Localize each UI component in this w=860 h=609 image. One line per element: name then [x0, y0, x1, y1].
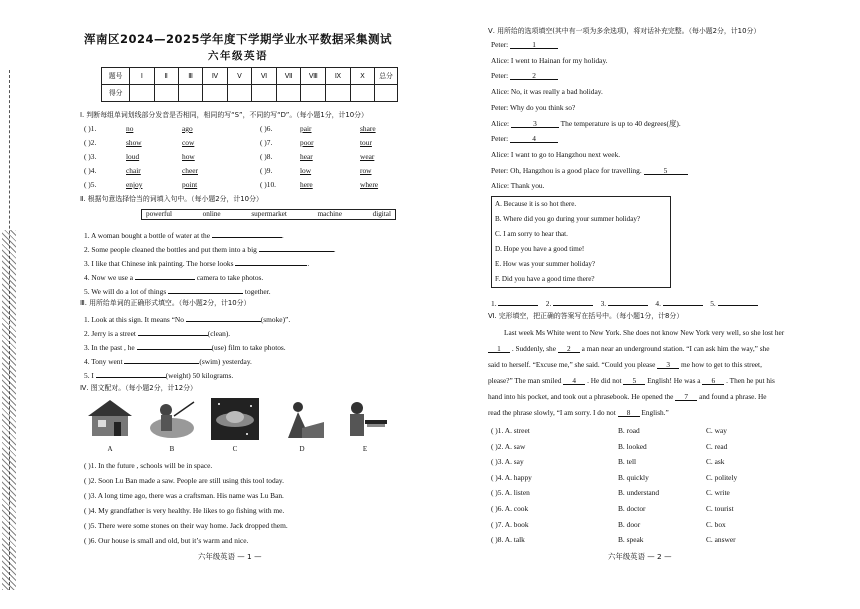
answer-blank[interactable] — [96, 370, 166, 378]
speaker-label: Peter: — [491, 165, 509, 175]
picture-row — [86, 398, 386, 456]
s5-dialogue-line — [491, 104, 575, 113]
s6-choice: C. write — [706, 488, 730, 498]
score-cell[interactable] — [350, 85, 374, 102]
s5-dialogue-line — [491, 72, 558, 81]
s6-choice: B. tell — [618, 457, 637, 467]
s1-word: cow — [182, 138, 195, 147]
picture-b-grandfather — [148, 398, 196, 440]
s3-question: 1. Look at this sign. It means “No (smoke)”. — [84, 315, 291, 324]
s1-number: ( )1. — [84, 124, 97, 133]
s4-item: ( )4. My grandfather is very healthy. He likes to go fishing with me. — [84, 506, 285, 515]
word-bank — [141, 209, 396, 220]
s6-choice: B. door — [618, 519, 641, 529]
passage-text: . Suddenly, she — [511, 344, 556, 353]
page-right — [488, 0, 833, 609]
s4-item: ( )6. Our house is small and old, but it’s warm and nice. — [84, 536, 249, 545]
passage-text: me how to get to this street, — [681, 360, 762, 369]
s4-item: ( )5. There were some stones on their way home. Jack dropped them. — [84, 521, 288, 530]
s1-number: ( )10. — [260, 180, 277, 189]
option-item: A. Because it is so hot there. — [495, 200, 577, 208]
passage-text: English! He was a — [647, 376, 701, 385]
answer-blank[interactable] — [137, 342, 212, 350]
s1-word: share — [360, 124, 376, 133]
word-bank-item: online — [202, 210, 221, 219]
score-header-cell: 题号 — [102, 68, 130, 85]
word-bank-item: supermarket — [251, 210, 287, 219]
section-3-heading: Ⅲ. 用所给单词的正确形式填空。（每小题2分，计10分） — [80, 299, 251, 307]
s4-item: ( )1. In the future , schools will be in space. — [84, 461, 213, 470]
picture-c-space-school — [211, 398, 259, 440]
s1-word: cheer — [182, 166, 198, 175]
page-footer-left: 六年级英语 — 1 — — [198, 552, 262, 561]
section-5-heading: Ⅴ. 用所给的选项填空(其中有一项为多余选项)，将对话补充完整。（每小题2分，计10分） — [488, 27, 761, 35]
passage-text: a man near an underground station. “I can ask him the way,” she — [581, 344, 770, 353]
score-cell[interactable] — [130, 85, 154, 102]
s1-number: ( )3. — [84, 152, 97, 161]
dialogue-text: Thank you. — [510, 181, 545, 191]
answer-blank[interactable]: 2 — [510, 72, 558, 80]
s6-choice: ( )1. A. street — [491, 426, 530, 435]
s1-word: enjoy — [126, 180, 143, 189]
section-6-heading: Ⅵ. 完形填空，把正确的答案写在括号中。（每小题1分，计8分） — [488, 312, 684, 320]
binding-margin — [0, 0, 22, 609]
passage-text: said to herself. “Excuse me,” she said. “Could you please — [488, 360, 656, 369]
speaker-label: Peter: — [491, 102, 509, 112]
s1-word: here — [300, 180, 313, 189]
dialogue-text: I went to Hainan for my holiday. — [510, 55, 608, 65]
s5-dialogue-line — [491, 182, 544, 191]
score-cell[interactable] — [178, 85, 202, 102]
s1-word: point — [182, 180, 198, 189]
score-header-cell: Ⅴ — [227, 68, 251, 85]
passage-line — [488, 377, 833, 386]
s5-dialogue-line — [491, 135, 558, 144]
speaker-label: Alice: — [491, 181, 510, 191]
dialogue-text: No, it was really a bad holiday. — [510, 87, 603, 97]
answer-blank[interactable]: 1 — [510, 41, 558, 49]
s3-question: 4. Tony went (swim) yesterday. — [84, 357, 252, 366]
s6-choice: B. speak — [618, 535, 644, 545]
score-table — [101, 67, 398, 102]
s1-word: where — [360, 180, 379, 189]
picture-label: A — [107, 445, 113, 453]
s6-choice: ( )7. A. book — [491, 519, 529, 529]
page-left — [78, 0, 398, 609]
answer-blank[interactable]: 5 — [644, 167, 688, 175]
score-header-cell: Ⅵ — [252, 68, 277, 85]
option-item: C. I am sorry to hear that. — [495, 230, 568, 238]
s2-question: 2. Some people cleaned the bottles and put them into a big . — [84, 245, 336, 254]
picture-label: B — [169, 445, 175, 453]
s5-dialogue-line — [491, 120, 681, 129]
speaker-label: Alice: — [491, 149, 510, 159]
score-header-cell: 总分 — [375, 68, 398, 85]
s3-question: 3. In the past , he (use) film to take photos. — [84, 343, 286, 352]
word-bank-item: machine — [317, 210, 342, 219]
answer-blank[interactable] — [608, 298, 648, 306]
speaker-label: Alice: — [491, 118, 510, 128]
s6-choice: C. answer — [706, 535, 736, 545]
cloze-blank[interactable]: 8 — [618, 409, 640, 417]
picture-label: D — [299, 445, 305, 453]
score-header-cell: Ⅸ — [326, 68, 351, 85]
section-4-heading: Ⅳ. 图文配对。（每小题2分，计12分） — [80, 384, 197, 392]
speaker-label: Peter: — [491, 40, 509, 49]
picture-e-lu-ban-saw — [341, 398, 389, 440]
speaker-label: Alice: — [491, 87, 510, 97]
passage-text: English.” — [641, 408, 669, 417]
answer-blank[interactable]: 4 — [510, 135, 558, 143]
s1-word: chair — [126, 166, 141, 175]
dialogue-text: I want to go to Hangzhou next week. — [510, 149, 621, 159]
s1-word: low — [300, 166, 312, 175]
score-table-header-row — [102, 68, 398, 85]
s6-choice: ( )3. A. say — [491, 457, 524, 467]
passage-line — [488, 361, 833, 370]
s1-word: hear — [300, 152, 313, 161]
answer-blank[interactable] — [135, 272, 195, 280]
s1-word: row — [360, 166, 372, 175]
s1-number: ( )8. — [260, 152, 273, 161]
s6-choice: B. quickly — [618, 472, 649, 482]
score-cell[interactable] — [326, 85, 351, 102]
s5-answer-row: 1. 2. 3. 4. 5. — [491, 298, 758, 309]
s6-choice: C. ask — [706, 457, 725, 467]
s3-question: 5. I (weight) 50 kilograms. — [84, 371, 234, 380]
option-item: D. Hope you have a good time! — [495, 245, 585, 253]
score-cell[interactable] — [154, 85, 178, 102]
s2-question: 4. Now we use a camera to take photos. — [84, 273, 264, 282]
cloze-blank[interactable]: 7 — [675, 393, 697, 401]
s1-word: wear — [360, 152, 375, 161]
answer-blank[interactable] — [186, 314, 261, 322]
score-header-cell: Ⅹ — [350, 68, 374, 85]
picture-a-house — [86, 398, 134, 440]
answer-blank[interactable] — [553, 298, 593, 306]
s6-choice: B. understand — [618, 488, 660, 498]
s1-word: no — [126, 124, 134, 133]
passage-text: Last week Ms White went to New York. She does not know New York very well, so she lost her — [504, 328, 785, 337]
section-1-heading: Ⅰ. 判断每组单词划线部分发音是否相同，相同的写“S”，不同的写“D”。（每小题1分，计10分） — [80, 111, 368, 119]
passage-text: and found a phrase. He — [699, 392, 767, 401]
cloze-blank[interactable]: 1 — [488, 345, 510, 353]
score-table-score-row — [102, 85, 398, 102]
passage-text: . He did not — [587, 376, 622, 385]
answer-blank[interactable] — [498, 298, 538, 306]
passage-line — [488, 409, 833, 418]
dialogue-text: The temperature is up to 40 degrees(度). — [560, 118, 681, 128]
answer-blank[interactable] — [663, 298, 703, 306]
s1-word: poor — [300, 138, 314, 147]
passage-line — [504, 329, 849, 338]
s2-question: 3. I like that Chinese ink painting. The horse looks . — [84, 259, 310, 268]
s6-choice: C. way — [706, 426, 727, 435]
binding-pattern — [2, 230, 16, 590]
picture-d-craftsman — [278, 398, 326, 440]
answer-blank[interactable] — [718, 298, 758, 306]
s1-number: ( )6. — [260, 124, 273, 133]
option-item: B. Where did you go during your summer holiday? — [495, 215, 641, 223]
s5-dialogue-line — [491, 41, 558, 50]
s1-word: show — [126, 138, 142, 147]
s1-word: tour — [360, 138, 372, 147]
score-cell[interactable] — [227, 85, 251, 102]
word-bank-item: digital — [372, 210, 391, 219]
picture-label: C — [232, 445, 238, 453]
exam-subtitle: 六年级英语 — [208, 50, 268, 62]
passage-text: please?” The man smiled — [488, 376, 562, 385]
s5-dialogue-line — [491, 167, 688, 176]
score-header-cell: Ⅶ — [276, 68, 301, 85]
speaker-label: Alice: — [491, 55, 510, 65]
s6-choice: C. tourist — [706, 504, 734, 513]
answer-blank[interactable] — [235, 258, 307, 266]
passage-text: read the phrase slowly, “I am sorry. I do not — [488, 408, 616, 417]
score-cell[interactable] — [203, 85, 228, 102]
s6-choice: B. doctor — [618, 504, 646, 513]
s4-item: ( )3. A long time ago, there was a craftsman. His name was Lu Ban. — [84, 491, 284, 500]
score-header-cell: Ⅰ — [130, 68, 154, 85]
option-item: E. How was your summer holiday? — [495, 260, 596, 268]
score-cell[interactable] — [375, 85, 398, 102]
s6-choice: B. looked — [618, 441, 647, 451]
passage-line — [488, 345, 833, 354]
page-footer-right: 六年级英语 — 2 — — [608, 552, 672, 561]
s2-question: 1. A woman bought a bottle of water at the . — [84, 231, 284, 240]
score-cell[interactable] — [301, 85, 326, 102]
cloze-blank[interactable]: 3 — [657, 361, 679, 369]
passage-text: . Then he put his — [726, 376, 775, 385]
s1-number: ( )2. — [84, 138, 97, 147]
s5-dialogue-line — [491, 57, 608, 66]
dialogue-text: Why do you think so? — [509, 102, 576, 112]
score-cell[interactable] — [252, 85, 277, 102]
s6-choice: C. box — [706, 519, 726, 529]
answer-blank[interactable] — [124, 356, 199, 364]
options-box — [491, 196, 671, 288]
score-header-cell: Ⅱ — [154, 68, 178, 85]
s6-choice: C. read — [706, 441, 728, 451]
passage-line — [488, 393, 833, 402]
s6-choice: ( )6. A. cook — [491, 504, 529, 513]
dialogue-text: Oh, Hangzhou is a good place for travelling. — [510, 165, 642, 175]
s1-word: pair — [300, 124, 312, 133]
option-item: F. Did you have a good time there? — [495, 275, 595, 283]
cloze-blank[interactable]: 6 — [702, 377, 724, 385]
s1-number: ( )5. — [84, 180, 97, 189]
score-row-label: 得分 — [102, 85, 130, 102]
s1-number: ( )7. — [260, 138, 273, 147]
score-cell[interactable] — [276, 85, 301, 102]
s2-question: 5. We will do a lot of things together. — [84, 287, 271, 296]
s6-choice: B. road — [618, 426, 640, 435]
answer-blank[interactable]: 3 — [511, 120, 559, 128]
answer-blank[interactable] — [212, 230, 282, 238]
exam-title: 浑南区2024—2025学年度下学期学业水平数据采集测试 — [83, 32, 392, 46]
s5-dialogue-line — [491, 88, 603, 97]
word-bank-item: powerful — [146, 210, 172, 219]
answer-blank[interactable] — [138, 328, 208, 336]
speaker-label: Peter: — [491, 71, 509, 81]
speaker-label: Peter: — [491, 134, 509, 144]
s6-choice: ( )2. A. saw — [491, 441, 526, 451]
section-2-heading: Ⅱ. 根据句意选择恰当的词填入句中。（每小题2分，计10分） — [80, 195, 263, 203]
score-header-cell: Ⅷ — [301, 68, 326, 85]
score-header-cell: Ⅳ — [203, 68, 228, 85]
s1-word: how — [182, 152, 195, 161]
answer-blank[interactable] — [168, 286, 243, 294]
answer-blank[interactable] — [259, 244, 334, 252]
s1-number: ( )4. — [84, 166, 97, 175]
s3-question: 2. Jerry is a street (clean). — [84, 329, 231, 338]
s1-word: ago — [182, 124, 193, 133]
s6-choice: ( )8. A. talk — [491, 535, 525, 545]
s4-item: ( )2. Soon Lu Ban made a saw. People are still using this tool today. — [84, 476, 284, 485]
s5-dialogue-line — [491, 151, 620, 160]
s6-choice: ( )4. A. happy — [491, 472, 532, 482]
s1-number: ( )9. — [260, 166, 273, 175]
s1-word: loud — [126, 152, 140, 161]
s6-choice: ( )5. A. listen — [491, 488, 530, 498]
passage-text: hand into his pocket, and took out a phrasebook. He opened the — [488, 392, 674, 401]
cloze-blank[interactable]: 2 — [558, 345, 580, 353]
score-header-cell: Ⅲ — [178, 68, 202, 85]
s6-choice: C. politely — [706, 472, 738, 482]
cloze-blank[interactable]: 5 — [623, 377, 645, 385]
picture-label: E — [362, 445, 368, 453]
cloze-blank[interactable]: 4 — [563, 377, 585, 385]
